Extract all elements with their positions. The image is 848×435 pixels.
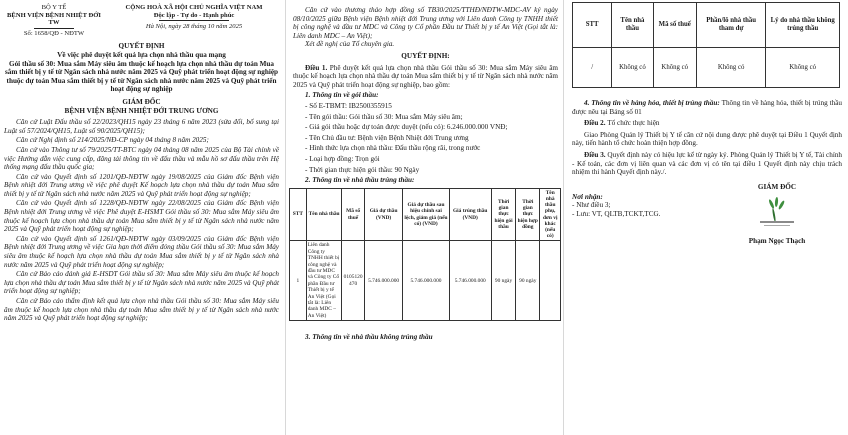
expert-proposal: Xét đề nghị của Tổ chuyên gia. bbox=[305, 40, 395, 49]
closing-block bbox=[572, 183, 842, 303]
column-1 bbox=[0, 0, 285, 435]
signature-block bbox=[712, 183, 842, 246]
table-header-row bbox=[290, 188, 561, 241]
article-1-label: Điều 1. bbox=[305, 63, 328, 72]
table-cell-adjusted-price: 5.746.000.000 bbox=[403, 241, 449, 321]
director-org: BỆNH VIỆN BỆNH NHIỆT ĐỚI TRUNG ƯƠNG bbox=[64, 106, 219, 115]
legal-basis: Căn cứ vào Quyết định số 1201/QĐ-NĐTW ngày 19/08/2025 của Giám đốc Bệnh viện Bệnh nhiệt đới Trung ương về việc phê duyệt Kế hoạch lựa chọn nhà thầu dự toán Mua sắm thiết bị y tế từ Ngân sách nhà nước năm 2025 và Quỹ phát triển hoạt động sự nghiệp; bbox=[4, 172, 279, 198]
section-2-heading: 2. Thông tin về nhà thầu trúng thầu: bbox=[305, 176, 415, 185]
package-info-item: - Loại hợp đồng: Trọn gói bbox=[305, 154, 380, 163]
table-cell-bidder-name: Không có bbox=[612, 48, 653, 88]
table-header-cell: Giá trúng thầu (VND) bbox=[449, 188, 491, 241]
table-header-cell: Tên nhà thầu bbox=[612, 3, 653, 48]
section-4-heading: 4. Thông tin về hàng hóa, thiết bị trúng thầu: bbox=[584, 99, 720, 107]
legal-basis: Căn cứ vào Quyết định số 1261/QĐ-NĐTW ngày 03/09/2025 của Giám đốc Bệnh viện Bệnh nhiệt đới Trung ương về việc Gia hạn thời điểm đóng thầu Gói thầu số 30: Mua sắm Máy siêu âm thuộc kế hoạch lựa chọn nhà thầu dự toán Mua sắm thiết bị y tế từ Ngân sách nhà nước năm 2025 và Quỹ phát triển hoạt động sự nghiệp; bbox=[4, 234, 279, 269]
column-divider bbox=[285, 0, 286, 435]
legal-basis: Căn cứ Báo cáo đánh giá E-HSDT Gói thầu số 30: Mua sắm Máy siêu âm thuộc kế hoạch lựa chọn nhà thầu dự toán Mua sắm thiết bị y tế từ Ngân sách nhà nước năm 2025 và Quỹ phát triển hoạt động sự nghiệp; bbox=[4, 270, 279, 296]
losing-bidder-table bbox=[572, 2, 840, 88]
column-divider bbox=[563, 0, 564, 435]
article-2-label: Điều 2. bbox=[584, 119, 606, 128]
header-underline bbox=[34, 28, 74, 29]
package-info-list bbox=[293, 102, 558, 174]
table-header-cell: Mã số thuế bbox=[342, 188, 364, 241]
table-header-cell: Tên nhà thầu bbox=[306, 188, 342, 241]
table-header-cell: Mã số thuế bbox=[653, 3, 696, 48]
recipients-block bbox=[572, 193, 682, 219]
table-header-cell: Giá dự thầu (VND) bbox=[364, 188, 403, 241]
issuer-block bbox=[4, 4, 104, 37]
document-date: Hà Nội, ngày 28 tháng 10 năm 2025 bbox=[145, 23, 243, 31]
national-title-block bbox=[109, 4, 279, 37]
table-cell-contract-time: 90 ngày bbox=[516, 241, 540, 321]
table-header-cell: Tên nhà thầu phụ, đơn vị khác (nếu có) bbox=[540, 188, 561, 241]
legal-basis: Căn cứ vào Thông tư số 79/2025/TT-BTC ngày 04 tháng 08 năm 2025 của Bộ Tài chính về việc Hướng dẫn việc cung cấp, đăng tải thông tin về đấu thầu và mẫu hồ sơ đấu thầu trên Hệ thống mạng đấu thầu quốc gia; bbox=[4, 145, 279, 172]
table-cell-stt: 1 bbox=[290, 241, 307, 321]
decision-title: QUYẾT ĐỊNH bbox=[118, 42, 165, 51]
decides-heading: QUYẾT ĐỊNH: bbox=[401, 51, 450, 60]
table-cell-reason: Không có bbox=[766, 48, 840, 88]
contract-basis: Căn cứ vào thương thảo hợp đồng số TB30/2025/TTHĐ/NĐTW-MDC-AV ký ngày 08/10/2025 giữa Bệnh viện Bệnh nhiệt đới Trung ương với Liên danh Công ty TNHH thiết bị công nghệ và đầu tư MDC và Công ty Cổ phần Đầu tư Thiết bị y tế An Việt (Gọi tắt là: Liên danh MDC – An Việt); bbox=[293, 6, 558, 40]
article-1-text: Phê duyệt kết quả lựa chọn nhà thầu Gói thầu số 30: Mua sắm Máy siêu âm thuộc kế hoạch lựa chọn nhà thầu dự toán Mua sắm thiết bị y tế từ Ngân sách nhà nước năm 2025 và Quỹ phát triển hoạt động sự nghiệp, bao gồm: bbox=[293, 63, 559, 89]
table-cell-package-time: 90 ngày bbox=[491, 241, 515, 321]
table-cell-tax-code: 0105120470 bbox=[342, 241, 364, 321]
director-title: GIÁM ĐỐC bbox=[122, 97, 161, 106]
table-header-cell: Thời gian thực hiện gói thầu bbox=[491, 188, 515, 241]
motto-underline bbox=[159, 20, 229, 21]
table-cell-stt: / bbox=[573, 48, 612, 88]
winning-bidder-table bbox=[289, 188, 561, 322]
republic-title: CỘNG HOÀ XÃ HỘI CHỦ NGHĨA VIỆT NAM bbox=[125, 4, 263, 11]
recipients-label: Nơi nhận: bbox=[572, 192, 603, 201]
table-row bbox=[290, 241, 561, 321]
table-row bbox=[573, 48, 840, 88]
legal-basis: Căn cứ Báo cáo thẩm định kết quả lựa chọn nhà thầu Gói thầu số 30: Mua sắm Máy siêu âm thuộc kế hoạch lựa chọn nhà thầu dự toán Mua sắm thiết bị y tế từ Ngân sách nhà nước năm 2025 và Quỹ phát triển hoạt động sự nghiệp; bbox=[4, 297, 279, 323]
package-info-item: - Hình thức lựa chọn nhà thầu: Đấu thầu rộng rãi, trong nước bbox=[305, 144, 481, 153]
table-cell-bid-price: 5.746.000.000 bbox=[364, 241, 403, 321]
article-3-label: Điều 3. bbox=[584, 150, 606, 159]
legal-basis: Căn cứ Nghị định số 214/2025/NĐ-CP ngày 04 tháng 8 năm 2025; bbox=[16, 136, 209, 145]
table-header-row bbox=[573, 3, 840, 48]
section-3-heading: 3. Thông tin về nhà thầu không trúng thầu bbox=[305, 333, 433, 342]
table-header-cell: Lý do nhà thầu không trúng thầu bbox=[766, 3, 840, 48]
package-info-item: - Số E-TBMT: IB2500355915 bbox=[305, 101, 392, 110]
table-header-cell: STT bbox=[290, 188, 307, 241]
package-info-item: - Tên Chủ đầu tư: Bệnh viện Bệnh Nhiệt đới Trung ương bbox=[305, 133, 469, 142]
document-header bbox=[4, 4, 279, 37]
table-cell-bidder-name: Liên danh Công ty TNHH thiết bị công nghệ và đầu tư MDC và Công ty Cổ phần Đầu tư Thiết bị y tế An Việt (Gọi tắt là: Liên danh MDC – An Việt) bbox=[306, 241, 342, 321]
legal-basis: Căn cứ vào Quyết định số 1228/QĐ-NĐTW ngày 22/08/2025 của Giám đốc Bệnh viện Bệnh nhiệt đới Trung ương về việc Phê duyệt E-HSMT Gói thầu số 30: Mua sắm Máy siêu âm thuộc kế hoạch lựa chọn nhà thầu dự toán Mua sắm thiết bị y tế từ Ngân sách nhà nước năm 2025 và Quỹ phát triển hoạt động sự nghiệp; bbox=[4, 199, 279, 234]
table-cell-lot: Không có bbox=[696, 48, 766, 88]
document-number: Số: 1658/QĐ - NĐTW bbox=[23, 29, 85, 37]
legal-basis: Căn cứ Luật Đấu thầu số 22/2023/QH15 ngày 23 tháng 6 năm 2023 (sửa đổi, bổ sung tại Luật số 57/2024/QH15, Luật số 90/2025/QH15); bbox=[4, 118, 279, 135]
recipient-item: - Như điều 3; bbox=[572, 201, 611, 210]
article-3-text: Quyết định này có hiệu lực kể từ ngày ký. Phòng Quản lý Thiết bị Y tế, Tài chính - Kế toán, các đơn vị liên quan và các đơn vị có tên tại điều 1 Quyết định này chịu trách nhiệm thi hành Quyết định này./. bbox=[572, 150, 843, 177]
table-header-cell: STT bbox=[573, 3, 612, 48]
table-cell-award-price: 5.746.000.000 bbox=[449, 241, 491, 321]
digital-signature-icon bbox=[760, 195, 794, 229]
hospital-name: BỆNH VIỆN BỆNH NHIỆT ĐỚI TW bbox=[7, 11, 101, 27]
table-cell-subcontractor bbox=[540, 241, 561, 321]
package-info-item: - Giá gói thầu hoặc dự toán được duyệt (nếu có): 6.246.000.000 VNĐ; bbox=[305, 123, 508, 132]
section-1-heading: 1. Thông tin về gói thầu: bbox=[305, 91, 379, 100]
table-header-cell: Giá dự thầu sau hiệu chỉnh sai lệch, giảm giá (nếu có) (VND) bbox=[403, 188, 449, 241]
article-2-text: Giao Phòng Quản lý Thiết bị Y tế căn cứ nội dung được phê duyệt tại Điều 1 Quyết định này, tiến hành tổ chức hoàn thiện hợp đồng. bbox=[572, 130, 842, 148]
table-header-cell: Phần/lô nhà thầu tham dự bbox=[696, 3, 766, 48]
table-cell-tax-code: Không có bbox=[653, 48, 696, 88]
signer-name: Phạm Ngọc Thạch bbox=[748, 237, 806, 246]
column-2 bbox=[287, 0, 562, 435]
recipient-item: - Lưu: VT, QLTB,TCKT,TCG. bbox=[572, 209, 661, 218]
section-4-text: Thông tin về hàng hóa, thiết bị trúng thầu được nêu tại Bảng số 01 bbox=[572, 99, 842, 116]
column-3 bbox=[566, 0, 848, 435]
national-motto: Độc lập - Tự do - Hạnh phúc bbox=[153, 11, 235, 19]
package-info-item: - Tên gói thầu: Gói thầu số 30: Mua sắm Máy siêu âm; bbox=[305, 112, 463, 121]
ministry-name: BỘ Y TẾ bbox=[41, 4, 67, 11]
legal-bases bbox=[4, 118, 279, 323]
package-info-item: - Thời gian thực hiện gói thầu: 90 Ngày bbox=[305, 165, 420, 174]
signer-title: GIÁM ĐỐC bbox=[757, 182, 797, 191]
article-2-title: Tổ chức thực hiện bbox=[607, 119, 660, 128]
table-header-cell: Thời gian thực hiện hợp đồng bbox=[516, 188, 540, 241]
decision-subject: Về việc phê duyệt kết quả lựa chọn nhà thầu qua mạng bbox=[57, 50, 226, 59]
package-title: Gói thầu số 30: Mua sắm Máy siêu âm thuộc kế hoạch lựa chọn nhà thầu dự toán Mua sắm thiết bị y tế từ Ngân sách nhà nước năm 2025 và Quỹ phát triển hoạt động sự nghiệp thuộc dự toán Mua sắm thiết bị y tế từ Ngân sách nhà nước năm 2025 và Quỹ phát triển hoạt động sự nghiệp bbox=[4, 59, 279, 94]
